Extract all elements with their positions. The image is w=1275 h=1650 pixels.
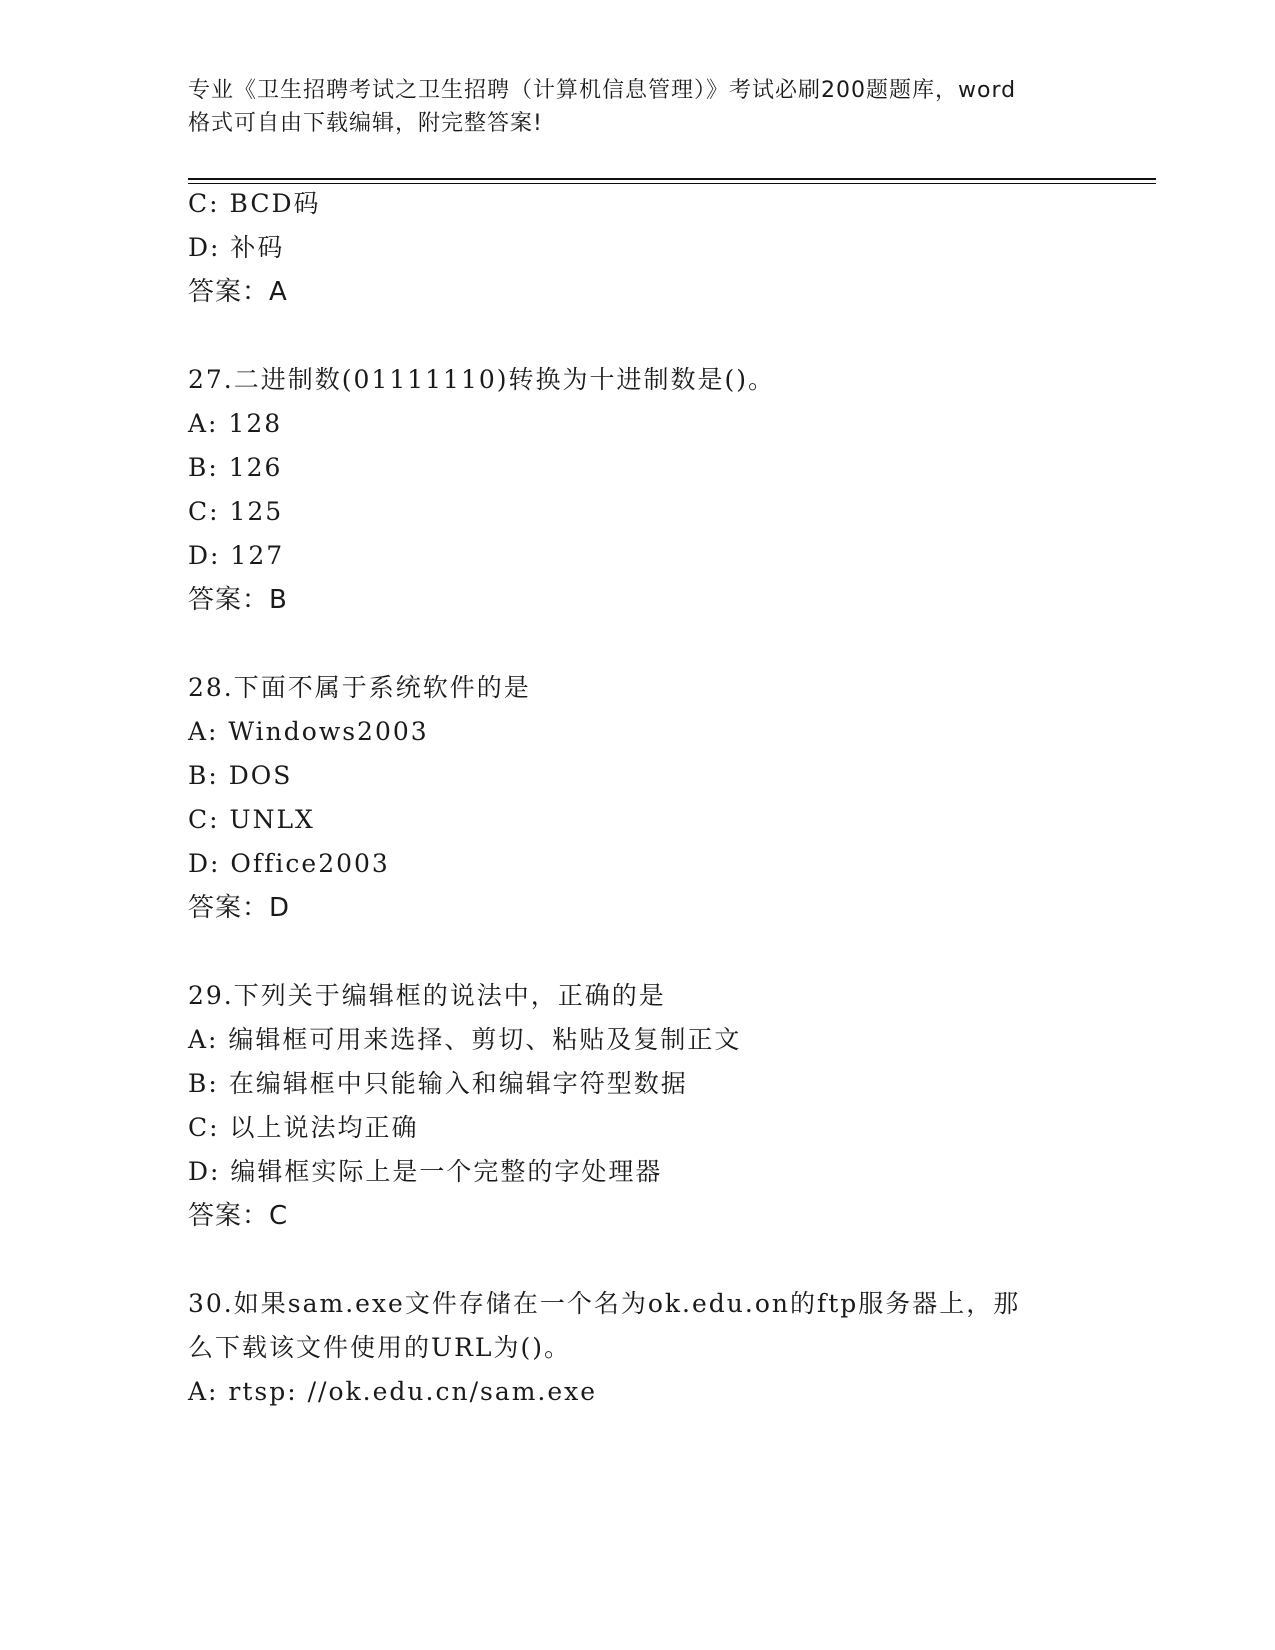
header-divider-thick bbox=[188, 178, 1156, 180]
question-29-answer: 答案：C bbox=[188, 1201, 289, 1231]
question-27-answer: 答案：B bbox=[188, 585, 288, 615]
question-27-option-d: D: 127 bbox=[188, 541, 285, 570]
question-29-option-b: B: 在编辑框中只能输入和编辑字符型数据 bbox=[188, 1069, 688, 1098]
question-29-option-d: D: 编辑框实际上是一个完整的字处理器 bbox=[188, 1157, 663, 1186]
question-28-option-a: A: Windows2003 bbox=[188, 717, 429, 746]
question-29-option-c: C: 以上说法均正确 bbox=[188, 1113, 419, 1142]
document-header bbox=[188, 74, 1088, 140]
question-30-option-a: A: rtsp: //ok.edu.cn/sam.exe bbox=[188, 1377, 598, 1406]
header-divider-thin bbox=[188, 183, 1156, 184]
header-title-line2: 格式可自由下载编辑，附完整答案! bbox=[188, 111, 543, 136]
prev-option-c: C: BCD码 bbox=[188, 189, 321, 218]
question-29-option-a: A: 编辑框可用来选择、剪切、粘贴及复制正文 bbox=[188, 1025, 742, 1054]
question-28-option-d: D: Office2003 bbox=[188, 849, 390, 878]
question-27-option-c: C: 125 bbox=[188, 497, 284, 526]
question-28-stem: 28.下面不属于系统软件的是 bbox=[188, 673, 531, 702]
question-28-option-c: C: UNLX bbox=[188, 805, 315, 834]
question-29-stem: 29.下列关于编辑框的说法中，正确的是 bbox=[188, 981, 666, 1010]
question-27-option-b: B: 126 bbox=[188, 453, 283, 482]
question-28-option-b: B: DOS bbox=[188, 761, 293, 790]
question-28-answer: 答案：D bbox=[188, 893, 291, 923]
prev-answer: 答案：A bbox=[188, 277, 288, 307]
question-30-stem-line2: 么下载该文件使用的URL为()。 bbox=[188, 1333, 572, 1362]
prev-option-d: D: 补码 bbox=[188, 233, 285, 262]
question-30-stem-line1: 30.如果sam.exe文件存储在一个名为ok.edu.on的ftp服务器上，那 bbox=[188, 1289, 1021, 1318]
question-27-option-a: A: 128 bbox=[188, 409, 283, 438]
question-27-stem: 27.二进制数(01111110)转换为十进制数是()。 bbox=[188, 365, 776, 394]
header-title-line1: 专业《卫生招聘考试之卫生招聘（计算机信息管理）》考试必刷200题题库，word bbox=[188, 78, 1017, 103]
